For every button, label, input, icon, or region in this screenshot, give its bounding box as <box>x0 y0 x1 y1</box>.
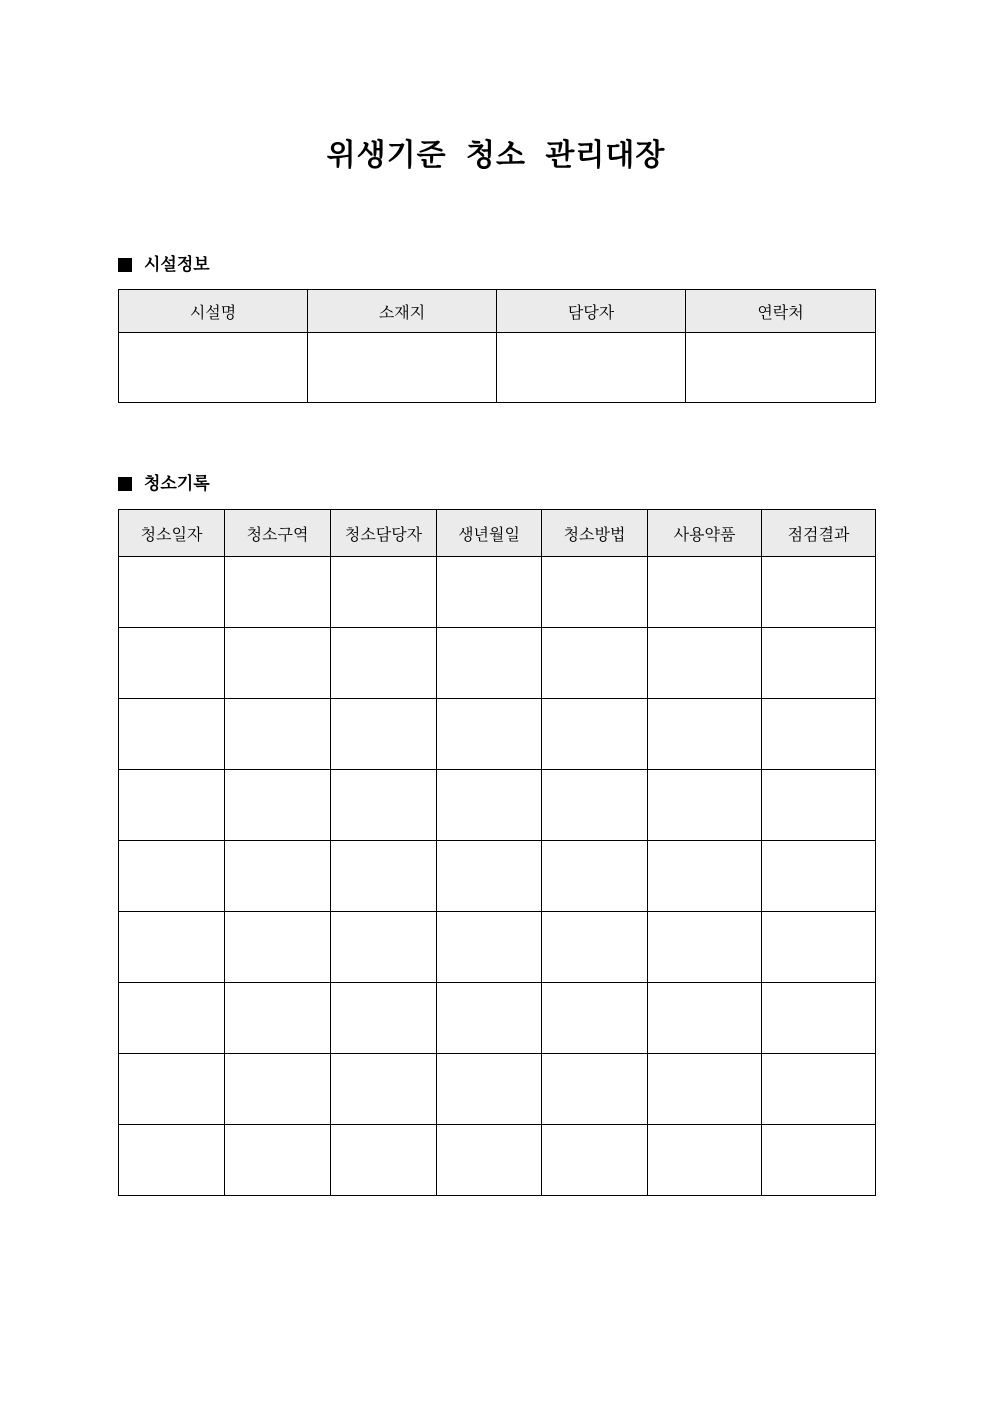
column-header: 생년월일 <box>437 510 542 557</box>
table-cell[interactable] <box>542 628 648 699</box>
table-cell[interactable] <box>331 770 437 841</box>
column-header: 청소일자 <box>119 510 225 557</box>
table-cell[interactable] <box>331 628 437 699</box>
table-cell[interactable] <box>225 1054 331 1125</box>
table-cell[interactable] <box>648 1125 762 1196</box>
table-cell[interactable] <box>119 628 225 699</box>
table-cell[interactable] <box>119 1125 225 1196</box>
table-row <box>119 770 876 841</box>
table-row <box>119 1054 876 1125</box>
table-cell[interactable] <box>542 841 648 912</box>
table-cell[interactable] <box>648 841 762 912</box>
table-cell[interactable] <box>648 770 762 841</box>
table-cell[interactable] <box>762 841 876 912</box>
cleaning-record-table <box>118 509 876 1196</box>
square-bullet-icon <box>118 258 132 272</box>
table-cell[interactable] <box>331 983 437 1054</box>
table-cell[interactable] <box>225 770 331 841</box>
table-cell[interactable] <box>119 557 225 628</box>
column-header: 소재지 <box>308 290 497 333</box>
table-cell[interactable] <box>648 983 762 1054</box>
table-cell[interactable] <box>762 912 876 983</box>
table-cell[interactable] <box>437 699 542 770</box>
column-header: 청소방법 <box>542 510 648 557</box>
table-cell[interactable] <box>119 912 225 983</box>
table-cell[interactable] <box>648 557 762 628</box>
table-cell[interactable] <box>648 699 762 770</box>
table-cell[interactable] <box>542 1125 648 1196</box>
table-cell[interactable] <box>331 912 437 983</box>
table-cell[interactable] <box>119 333 308 403</box>
table-cell[interactable] <box>225 628 331 699</box>
section-heading-label: 시설정보 <box>144 255 210 275</box>
table-cell[interactable] <box>648 628 762 699</box>
table-cell[interactable] <box>686 333 876 403</box>
section-heading-cleaning <box>118 472 210 496</box>
table-cell[interactable] <box>762 557 876 628</box>
table-cell[interactable] <box>437 983 542 1054</box>
table-cell[interactable] <box>119 983 225 1054</box>
table-cell[interactable] <box>762 628 876 699</box>
table-cell[interactable] <box>497 333 686 403</box>
table-header-row <box>119 290 876 333</box>
table-cell[interactable] <box>437 628 542 699</box>
table-row <box>119 841 876 912</box>
table-cell[interactable] <box>542 699 648 770</box>
table-row <box>119 333 876 403</box>
column-header: 담당자 <box>497 290 686 333</box>
column-header: 사용약품 <box>648 510 762 557</box>
table-cell[interactable] <box>648 1054 762 1125</box>
table-cell[interactable] <box>225 841 331 912</box>
table-cell[interactable] <box>308 333 497 403</box>
table-cell[interactable] <box>225 912 331 983</box>
table-cell[interactable] <box>225 1125 331 1196</box>
column-header: 연락처 <box>686 290 876 333</box>
table-cell[interactable] <box>762 983 876 1054</box>
page-title: 위생기준 청소 관리대장 <box>326 138 666 173</box>
table-cell[interactable] <box>225 699 331 770</box>
table-cell[interactable] <box>119 841 225 912</box>
table-row <box>119 912 876 983</box>
table-cell[interactable] <box>331 1125 437 1196</box>
table-row <box>119 983 876 1054</box>
table-cell[interactable] <box>225 983 331 1054</box>
table-cell[interactable] <box>542 770 648 841</box>
table-cell[interactable] <box>437 841 542 912</box>
table-cell[interactable] <box>762 770 876 841</box>
table-cell[interactable] <box>119 1054 225 1125</box>
section-heading-label: 청소기록 <box>144 474 210 494</box>
column-header: 시설명 <box>119 290 308 333</box>
table-cell[interactable] <box>437 912 542 983</box>
table-cell[interactable] <box>225 557 331 628</box>
table-cell[interactable] <box>331 841 437 912</box>
section-heading-facility <box>118 253 210 277</box>
table-row <box>119 699 876 770</box>
table-cell[interactable] <box>119 770 225 841</box>
table-cell[interactable] <box>542 912 648 983</box>
table-cell[interactable] <box>542 1054 648 1125</box>
table-cell[interactable] <box>437 770 542 841</box>
table-cell[interactable] <box>331 1054 437 1125</box>
table-cell[interactable] <box>437 557 542 628</box>
table-cell[interactable] <box>437 1125 542 1196</box>
table-row <box>119 557 876 628</box>
table-cell[interactable] <box>762 1125 876 1196</box>
table-cell[interactable] <box>762 1054 876 1125</box>
table-cell[interactable] <box>542 557 648 628</box>
column-header: 청소담당자 <box>331 510 437 557</box>
table-cell[interactable] <box>331 699 437 770</box>
square-bullet-icon <box>118 477 132 491</box>
table-cell[interactable] <box>762 699 876 770</box>
column-header: 점검결과 <box>762 510 876 557</box>
table-cell[interactable] <box>542 983 648 1054</box>
column-header: 청소구역 <box>225 510 331 557</box>
facility-info-table <box>118 289 876 403</box>
table-cell[interactable] <box>648 912 762 983</box>
table-row <box>119 628 876 699</box>
table-row <box>119 1125 876 1196</box>
table-cell[interactable] <box>119 699 225 770</box>
table-header-row <box>119 510 876 557</box>
table-cell[interactable] <box>437 1054 542 1125</box>
table-cell[interactable] <box>331 557 437 628</box>
